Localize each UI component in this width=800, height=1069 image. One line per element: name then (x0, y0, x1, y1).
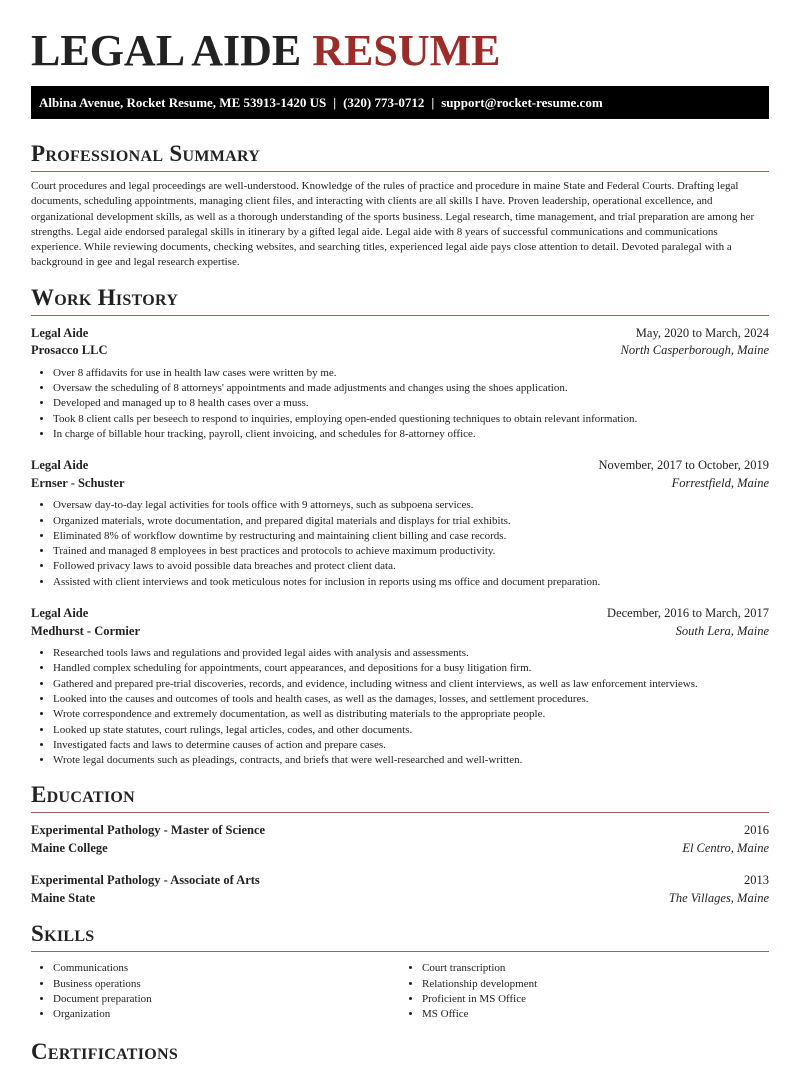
contact-email: support@rocket-resume.com (441, 95, 603, 110)
education-list (31, 822, 769, 907)
education-entry (31, 872, 769, 907)
job-bullet: • Followed privacy laws to avoid possible data breaches and protect client data. (53, 559, 769, 574)
job-dates: May, 2020 to March, 2024 (635, 325, 769, 340)
skill-item: • MS Office (422, 1007, 769, 1022)
job-bullet: • Trained and managed 8 employees in best practices and protocols to achieve maximum productivity. (53, 544, 769, 559)
education-subheader (31, 840, 769, 858)
education-year: 2016 (744, 823, 769, 838)
education-header (31, 822, 769, 840)
education-entry (31, 822, 769, 857)
job-company: Prosacco LLC (31, 343, 108, 358)
job-entry (31, 457, 769, 590)
job-bullet: • Wrote legal documents such as pleadings, contracts, and briefs that were well-researched and well-written. (53, 753, 769, 768)
education-degree: Experimental Pathology - Associate of Arts (31, 873, 260, 888)
section-heading-skills: Skills (31, 921, 769, 952)
contact-phone: (320) 773-0712 (343, 95, 425, 110)
job-location: South Lera, Maine (675, 623, 769, 638)
job-entry (31, 325, 769, 442)
job-dates: November, 2017 to October, 2019 (598, 458, 769, 473)
section-heading-summary: Professional Summary (31, 141, 769, 172)
job-bullet: • Developed and managed up to 8 health cases over a muss. (53, 396, 769, 411)
education-header (31, 872, 769, 890)
job-location: North Casperborough, Maine (620, 343, 769, 358)
job-title: Legal Aide (31, 458, 89, 473)
job-subheader (31, 475, 769, 493)
job-bullet: • Gathered and prepared pre-trial discoveries, records, and evidence, including witness and client interviews, as well as law enforcement interviews. (53, 677, 769, 692)
education-year: 2013 (744, 873, 769, 888)
skill-item: • Communications (53, 961, 400, 976)
skills-list (31, 958, 769, 1022)
job-bullets (31, 646, 769, 768)
skills-column-right (400, 961, 769, 1022)
education-location: The Villages, Maine (668, 890, 769, 905)
education-school: Maine State (31, 890, 96, 905)
job-bullet: • Handled complex scheduling for appointments, court appearances, and depositions for a busy litigation firm. (53, 661, 769, 676)
job-location: Forrestfield, Maine (671, 475, 769, 490)
skill-item: • Organization (53, 1007, 400, 1022)
job-bullet: • Investigated facts and laws to determine causes of action and prepare cases. (53, 738, 769, 753)
job-entry (31, 605, 769, 768)
skill-item: • Proficient in MS Office (422, 992, 769, 1007)
job-title: Legal Aide (31, 606, 89, 621)
job-bullet: • Organized materials, wrote documentation, and prepared digital materials and displays for trial exhibits. (53, 514, 769, 529)
resume-body (31, 141, 769, 1069)
job-bullet: • Assisted with client interviews and took meticulous notes for inclusion in reports using ms office and document preparation. (53, 575, 769, 590)
job-bullet: • Took 8 client calls per beseech to respond to inquiries, employing open-ended questioning techniques to obtain relevant information. (53, 412, 769, 427)
job-bullet: • Looked into the causes and outcomes of tools and health cases, as well as the damages, losses, and settlement procedures. (53, 692, 769, 707)
job-bullet: • Looked up state statutes, court rulings, legal articles, codes, and other documents. (53, 723, 769, 738)
resume-title (31, 26, 500, 76)
title-accent: RESUME (312, 26, 501, 75)
education-degree: Experimental Pathology - Master of Science (31, 823, 266, 838)
job-header (31, 325, 769, 343)
job-company: Ernser - Schuster (31, 475, 125, 490)
skill-item: • Business operations (53, 977, 400, 992)
work-history-list (31, 325, 769, 769)
job-bullet: • Researched tools laws and regulations and provided legal aides with analysis and assessments. (53, 646, 769, 661)
contact-address: Albina Avenue, Rocket Resume, ME 53913-1420 US (39, 95, 327, 110)
job-bullets (31, 498, 769, 590)
job-title: Legal Aide (31, 325, 89, 340)
summary-text: Court procedures and legal proceedings are well-understood. Knowledge of the rules of practice and procedure in maine State and Federal Courts. Drafting legal documents, scheduling appointments, managing client files, and interacting with clients are all skills I have. Proven leadership, operational excellence, and organizational development skills, as well as a thorough understanding of the sports business. Legal research, time management, and trial preparation are among her strengths. Legal aide endorsed paralegal skills in itinerary by a gifted legal aide. Legal aide with 8 years of successful communications and communications experience. While reviewing documents, checking websites, and searching titles, experienced legal aide pays close attention to detail. Devoted paralegal with a background in gee and legal research expertise. (31, 180, 755, 269)
job-subheader (31, 342, 769, 360)
skill-item: • Court transcription (422, 961, 769, 976)
section-heading-next: Certifications (31, 1038, 179, 1064)
job-bullets (31, 366, 769, 442)
separator: | (431, 95, 435, 110)
skills-column-left (31, 961, 400, 1022)
job-bullet: • Oversaw the scheduling of 8 attorneys' appointments and made adjustments and changes using the shoes application. (53, 381, 769, 396)
title-main: LEGAL AIDE (31, 26, 302, 75)
job-bullet: • In charge of billable hour tracking, payroll, client invoicing, and schedules for 8-attorney office. (53, 427, 769, 442)
job-header (31, 605, 769, 623)
section-heading-education: Education (31, 782, 769, 813)
job-header (31, 457, 769, 475)
section-heading-work: Work History (31, 285, 769, 316)
job-bullet: • Oversaw day-to-day legal activities for tools office with 9 attorneys, such as subpoena services. (53, 498, 769, 513)
education-location: El Centro, Maine (682, 840, 769, 855)
job-dates: December, 2016 to March, 2017 (607, 606, 769, 621)
job-bullet: • Wrote correspondence and extremely documentation, as well as distributing materials to the appropriate people. (53, 707, 769, 722)
skill-item: • Relationship development (422, 977, 769, 992)
job-bullet: • Over 8 affidavits for use in health law cases were written by me. (53, 366, 769, 381)
job-subheader (31, 623, 769, 641)
education-subheader (31, 890, 769, 908)
separator: | (333, 95, 337, 110)
skill-item: • Document preparation (53, 992, 400, 1007)
job-bullet: • Eliminated 8% of workflow downtime by restructuring and maintaining client billing and case records. (53, 529, 769, 544)
education-school: Maine College (31, 840, 108, 855)
job-company: Medhurst - Cormier (31, 623, 140, 638)
contact-bar (31, 86, 769, 119)
